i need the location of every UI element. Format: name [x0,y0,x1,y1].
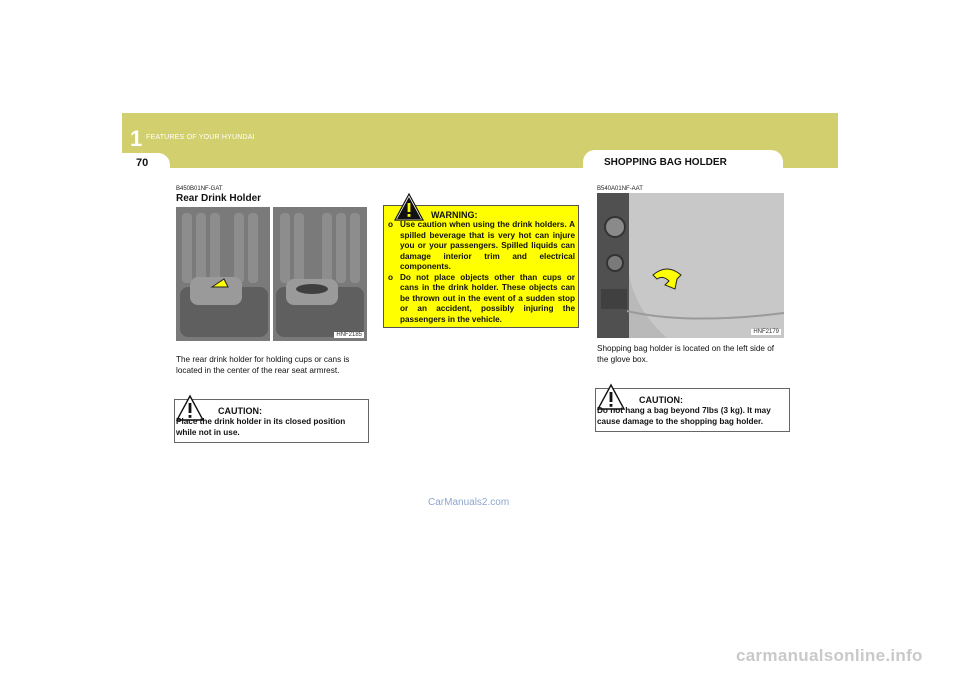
left-section-heading: Rear Drink Holder [176,193,262,204]
warning-item [388,220,575,273]
footer-site-watermark: carmanualsonline.info [736,646,923,665]
left-caution-title: CAUTION: [218,406,262,416]
page-number: 70 [136,157,149,169]
warning-item-text: Use caution when using the drink holders. A spilled beverage that is very hot can injure you or your passengers. Spilled liquids can damage interior trim and electrical components. [400,220,575,271]
chapter-number: 1 [130,126,143,151]
warning-item-text: Do not place objects other than cups or cans in the drink holder. These objects can be thrown out in the event of a sudden stop or an accident, possibly injuring the passengers in the vehicle. [400,272,575,324]
left-caution-box [174,399,369,443]
shopping-bag-holder-photo [597,193,784,338]
left-caution-text: Place the drink holder in its closed position while not in use. [176,417,346,437]
warning-bullet: o [388,272,394,282]
chapter-title: FEATURES OF YOUR HYUNDAI [146,134,255,141]
glove-box-illustration [597,193,784,338]
right-caution-box [595,388,790,432]
warning-box [383,205,579,328]
right-section-code: B540A01NF-AAT [597,186,643,192]
rear-seat-armrest-illustration [176,207,367,341]
left-body-text: The rear drink holder for holding cups or cans is located in the center of the rear seat armrest. [176,355,350,375]
rear-drink-holder-photo [176,207,367,341]
right-photo-label: HNF2179 [753,329,779,335]
right-body-text: Shopping bag holder is located on the left side of the glove box. [597,344,775,364]
right-caution-title: CAUTION: [639,395,683,405]
warning-item [388,273,575,326]
right-caution-text: Do not hang a bag beyond 7lbs (3 kg). It may cause damage to the shopping bag holder. [597,406,771,426]
watermark-link[interactable]: CarManuals2.com [428,497,510,508]
warning-title: WARNING: [431,210,478,220]
warning-list [388,220,575,325]
left-section-code: B450B01NF-GAT [176,186,223,192]
section-title: SHOPPING BAG HOLDER [604,157,727,168]
left-photo-label: HNF2185 [336,332,362,338]
warning-bullet: o [388,220,394,229]
